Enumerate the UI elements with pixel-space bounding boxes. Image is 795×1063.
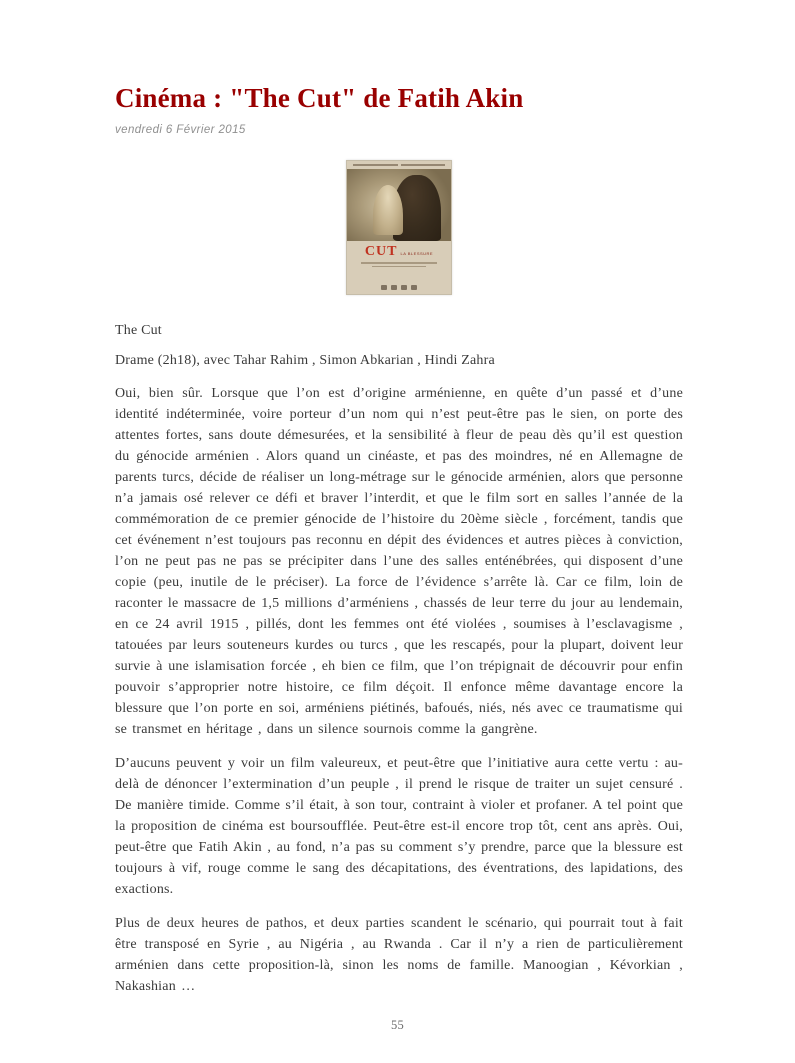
page-title: Cinéma : "The Cut" de Fatih Akin (115, 83, 524, 113)
poster-subtitle-text: LA BLESSURE (400, 251, 434, 256)
article-paragraph-2: D’aucuns peuvent y voir un film valeureux, et peut-être que l’initiative aura cette vertu : au-delà de dénoncer l’extermination d’un peuple , il prend le risque de traiter un sujet censuré . De manière timide. Comme s’il était, à son tour, contraint à violer et profaner. A tel point que la proposition de cinéma est boursoufflée. Peut-être est-il encore trop tôt, cent ans après. Oui, peut-être que Fatih Akin , au fond, n’a pas su comment s’y prendre, parce que la blessure est toujours à vif, rouge comme le sang des décapitations, des éventrations, des lapidations, des exactions. (115, 756, 683, 897)
poster-title-row (347, 245, 451, 259)
poster-logos-row (347, 285, 451, 290)
poster-top-credits (347, 161, 451, 169)
poster-logo (411, 285, 417, 290)
poster-photo (347, 169, 451, 241)
poster-credit-bar (353, 164, 398, 166)
poster-credits-block (347, 262, 451, 267)
film-title: The Cut (115, 323, 162, 338)
poster-container (115, 160, 683, 295)
poster-credit-bar (401, 164, 446, 166)
poster-logo (401, 285, 407, 290)
article-paragraph-1: Oui, bien sûr. Lorsque que l’on est d’origine arménienne, en quête d’un passé et d’une identité indéterminée, voire porteur d’un nom qui n’est peut-être pas le sien, on porte des attentes fortes, sans doute démesurées, et la sensibilité à fleur de peau dès qu’il est question du génocide arménien . Alors quand un cinéaste, et pas des moindres, né en Allemagne de parents turcs, décide de réaliser un long-métrage sur le génocide arménien, alors que personne n’a jamais osé relever ce défi et braver l’interdit, et que le film sort en salles l’année de la commémoration de ce premier génocide de l’histoire du 20ème siècle , forcément, tandis que cet événement n’est toujours pas reconnu en dépit des évidences et autres pièces à conviction, l’on ne peut pas ne pas se précipiter dans l’une des salles enténébrées, qui disposent d’une copie (peu, inutile de le préciser). La force de l’évidence s’arrête là. Car ce film, loin de raconter le massacre de 1,5 millions d’arméniens , chassés de leur terre du jour au lendemain, en ce 24 avril 1915 , pillés, dont les femmes ont été violées , soumises à l’esclavagisme , tatouées par leurs souteneurs kurdes ou turcs , que les rescapés, pour la plupart, doivent leur survie à une islamisation forcée , eh bien ce film, que l’on trépignait de découvrir pour enfin pouvoir s’approprier notre histoire, ce film déçoit. Il enfonce même davantage encore la blessure que l’on porte en soi, arméniens piétinés, bafoués, niés, nés avec ce traumatisme qui se transmet en héritage , dans un silence sournois comme la gangrène. (115, 386, 683, 737)
poster-logo (391, 285, 397, 290)
film-poster (346, 160, 452, 295)
article-date: vendredi 6 Février 2015 (115, 124, 246, 136)
poster-credit-bar (372, 266, 425, 268)
poster-title-text: CUT (364, 244, 398, 259)
poster-credit-bar (361, 262, 437, 264)
film-info: Drame (2h18), avec Tahar Rahim , Simon Abkarian , Hindi Zahra (115, 353, 495, 368)
page-number: 55 (390, 1018, 405, 1032)
poster-logo (381, 285, 387, 290)
article-paragraph-3: Plus de deux heures de pathos, et deux parties scandent le scénario, qui pourrait tout à fait être transposé en Syrie , au Nigéria , au Rwanda . Car il n’y a rien de particulièrement arménien dans cette proposition-là, sinon les noms de famille. Manoogian , Kévorkian , Nakashian … (115, 916, 683, 994)
